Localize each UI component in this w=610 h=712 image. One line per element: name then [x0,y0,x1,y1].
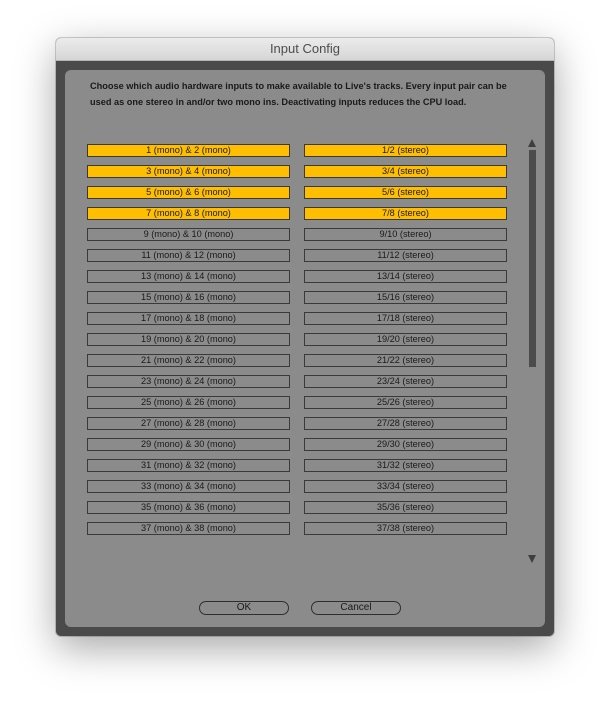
stereo-input-toggle[interactable]: 29/30 (stereo) [304,438,507,451]
stereo-input-toggle[interactable]: 5/6 (stereo) [304,186,507,199]
cancel-button[interactable]: Cancel [311,601,401,615]
mono-input-toggle[interactable]: 1 (mono) & 2 (mono) [87,144,290,157]
mono-input-toggle[interactable]: 31 (mono) & 32 (mono) [87,459,290,472]
stereo-input-toggle[interactable]: 23/24 (stereo) [304,375,507,388]
stereo-input-toggle[interactable]: 31/32 (stereo) [304,459,507,472]
mono-input-toggle[interactable]: 27 (mono) & 28 (mono) [87,417,290,430]
mono-input-toggle[interactable]: 15 (mono) & 16 (mono) [87,291,290,304]
mono-input-toggle[interactable]: 19 (mono) & 20 (mono) [87,333,290,346]
stereo-input-toggle[interactable]: 25/26 (stereo) [304,396,507,409]
ok-button[interactable]: OK [199,601,289,615]
input-config-window [56,38,554,636]
mono-input-toggle[interactable]: 11 (mono) & 12 (mono) [87,249,290,262]
mono-input-toggle[interactable]: 5 (mono) & 6 (mono) [87,186,290,199]
mono-input-toggle[interactable]: 33 (mono) & 34 (mono) [87,480,290,493]
stereo-input-toggle[interactable]: 15/16 (stereo) [304,291,507,304]
dialog-content [65,70,545,627]
instructions-text: Choose which audio hardware inputs to make available to Live's tracks. Every input pair can be used as one stereo in and/or two mono ins. Deactivating inputs reduces the CPU load. [90,81,507,107]
mono-input-toggle[interactable]: 21 (mono) & 22 (mono) [87,354,290,367]
stereo-input-toggle[interactable]: 19/20 (stereo) [304,333,507,346]
stereo-input-toggle[interactable]: 9/10 (stereo) [304,228,507,241]
stereo-input-toggle[interactable]: 3/4 (stereo) [304,165,507,178]
stereo-input-toggle[interactable]: 11/12 (stereo) [304,249,507,262]
stereo-input-toggle[interactable]: 27/28 (stereo) [304,417,507,430]
mono-input-toggle[interactable]: 23 (mono) & 24 (mono) [87,375,290,388]
scrollbar-thumb[interactable] [529,150,536,367]
mono-input-toggle[interactable]: 29 (mono) & 30 (mono) [87,438,290,451]
stereo-input-toggle[interactable]: 13/14 (stereo) [304,270,507,283]
window-title: Input Config [56,38,554,61]
mono-input-toggle[interactable]: 17 (mono) & 18 (mono) [87,312,290,325]
stereo-input-toggle[interactable]: 35/36 (stereo) [304,501,507,514]
mono-input-toggle[interactable]: 7 (mono) & 8 (mono) [87,207,290,220]
stereo-input-toggle[interactable]: 37/38 (stereo) [304,522,507,535]
stereo-input-toggle[interactable]: 7/8 (stereo) [304,207,507,220]
mono-input-toggle[interactable]: 35 (mono) & 36 (mono) [87,501,290,514]
mono-input-toggle[interactable]: 25 (mono) & 26 (mono) [87,396,290,409]
mono-input-toggle[interactable]: 9 (mono) & 10 (mono) [87,228,290,241]
mono-input-toggle[interactable]: 37 (mono) & 38 (mono) [87,522,290,535]
mono-input-toggle[interactable]: 13 (mono) & 14 (mono) [87,270,290,283]
stereo-input-toggle[interactable]: 17/18 (stereo) [304,312,507,325]
scroll-down-icon[interactable] [528,555,536,563]
scroll-up-icon[interactable] [528,139,536,147]
mono-input-toggle[interactable]: 3 (mono) & 4 (mono) [87,165,290,178]
stereo-input-toggle[interactable]: 21/22 (stereo) [304,354,507,367]
stereo-input-toggle[interactable]: 1/2 (stereo) [304,144,507,157]
stereo-input-toggle[interactable]: 33/34 (stereo) [304,480,507,493]
